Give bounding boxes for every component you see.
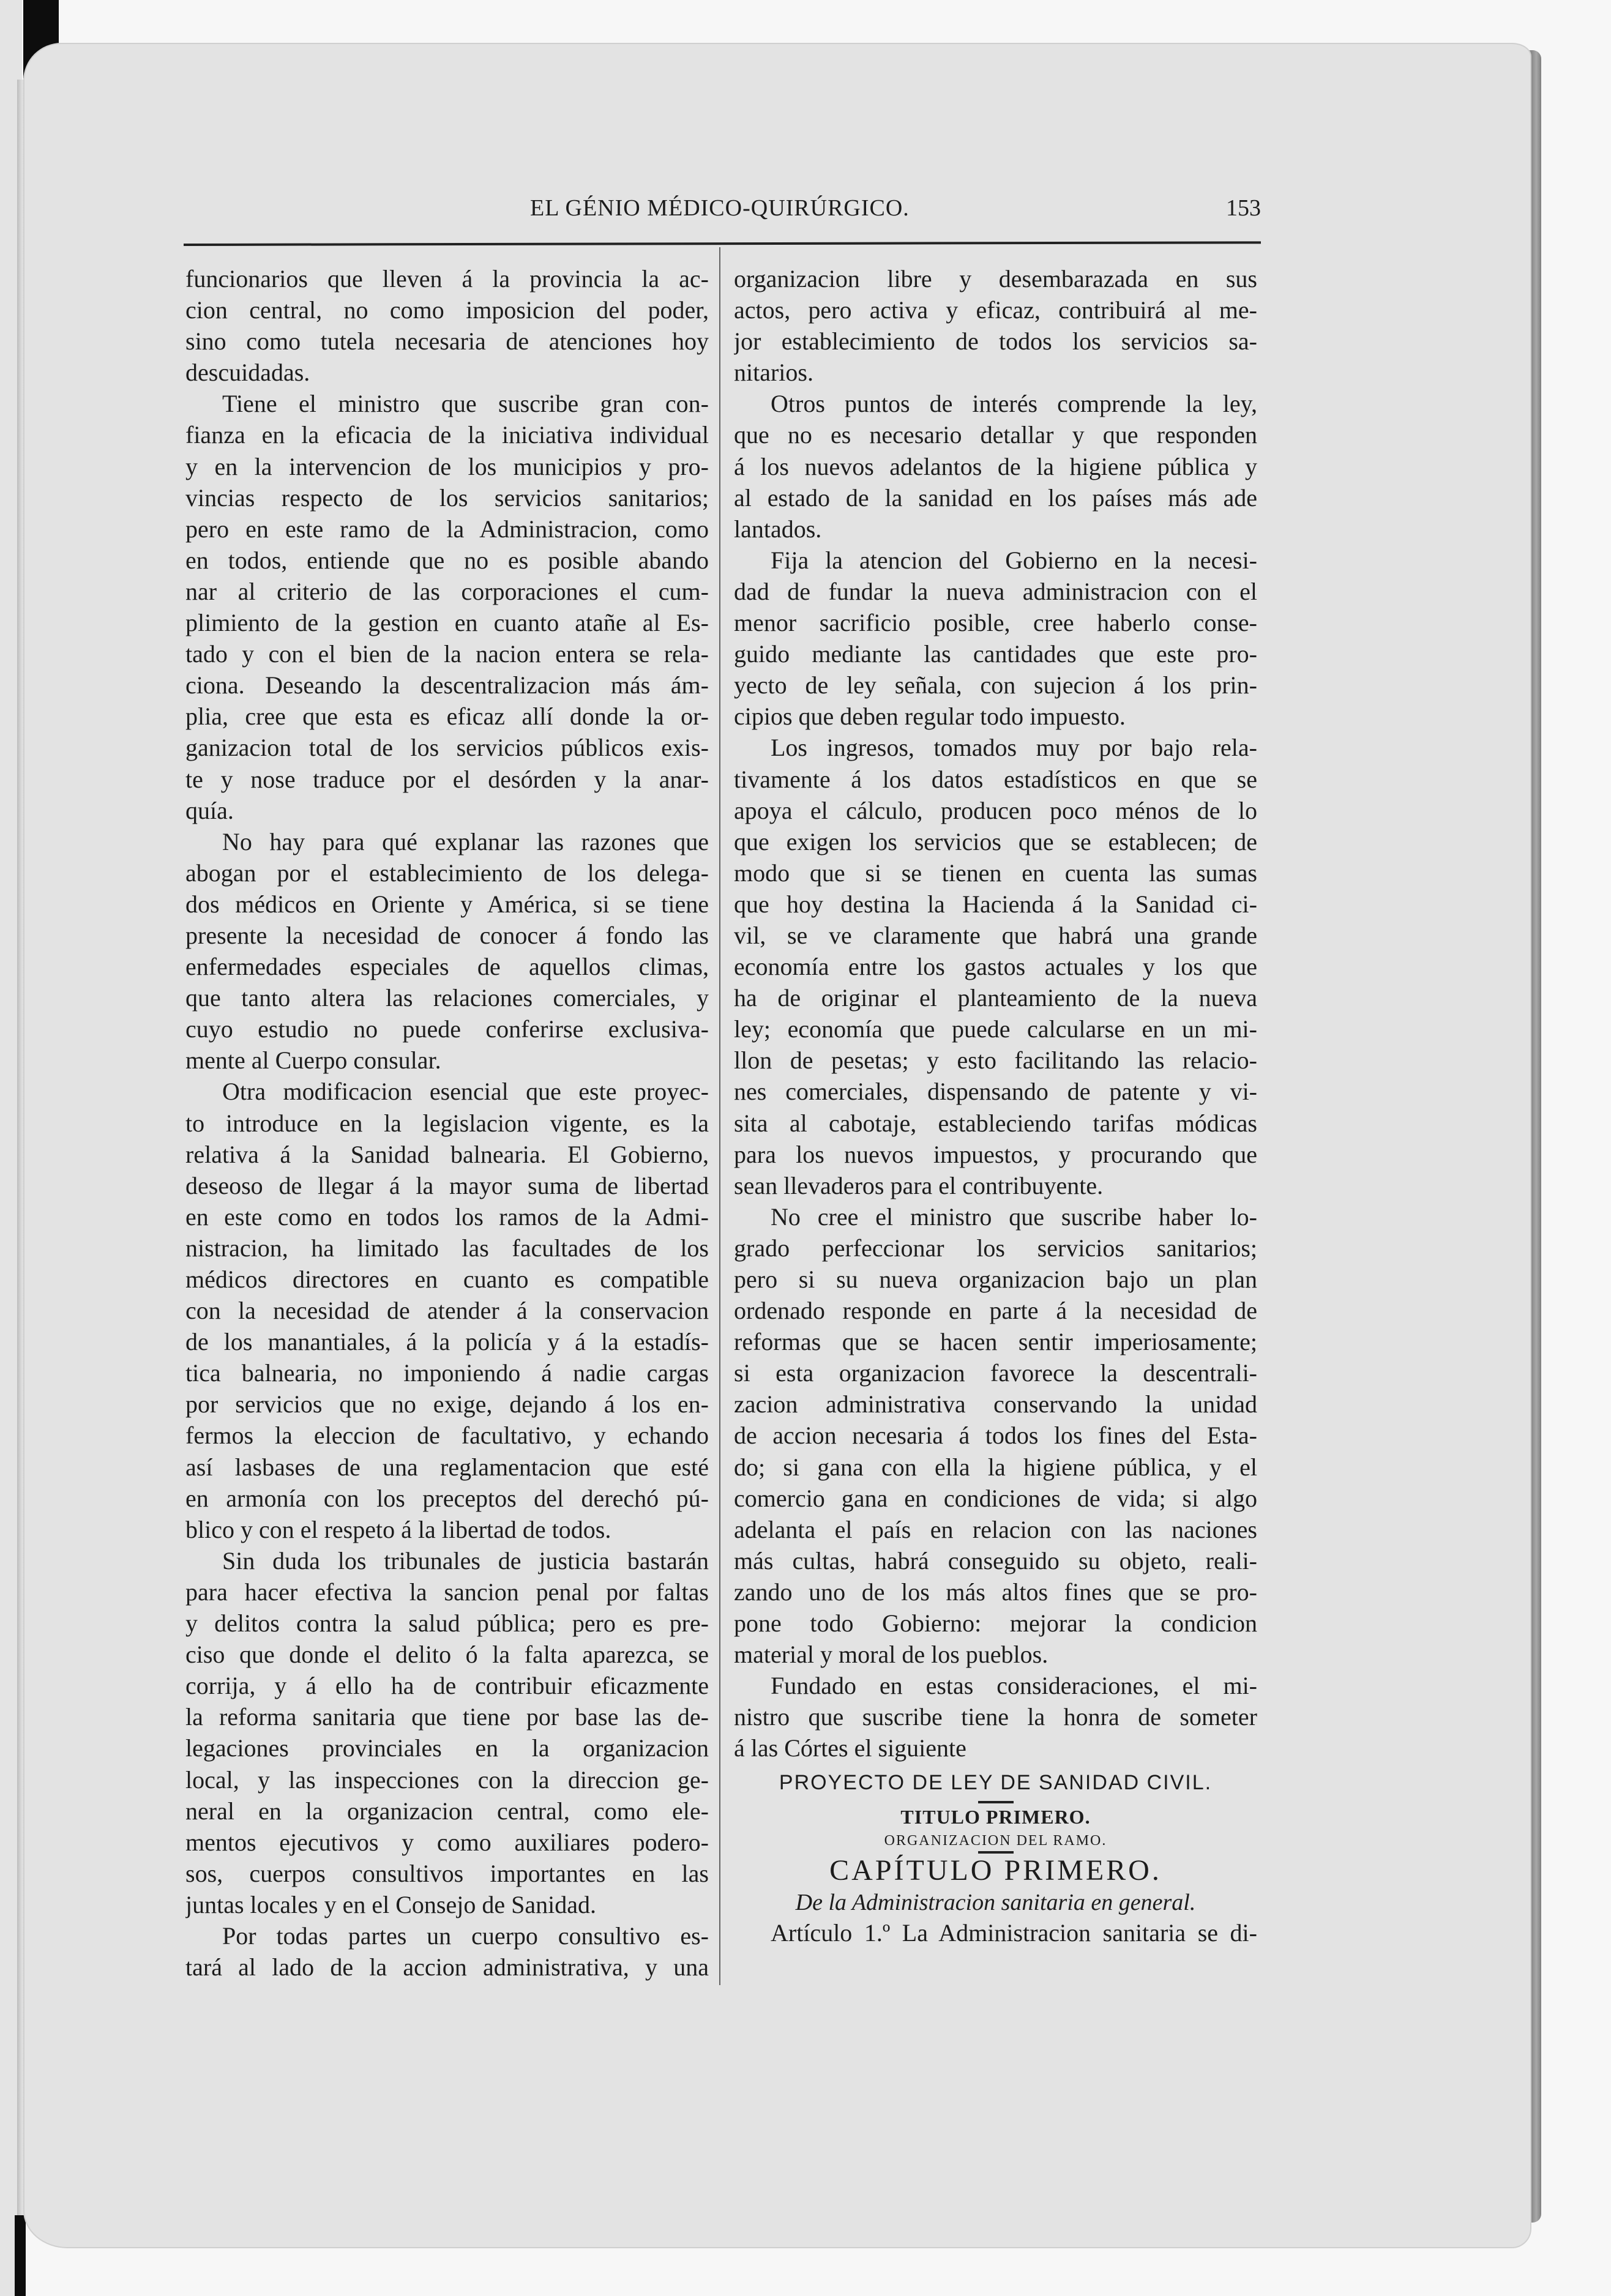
text-line: de accion necesaria á todos los fines del Esta- <box>734 1422 1257 1450</box>
text-line: nitarios. <box>734 359 813 387</box>
text-line: en armonía con los preceptos del derechó pú- <box>185 1484 709 1512</box>
text-line: á los nuevos adelantos de la higiene pública y <box>734 452 1257 480</box>
article-line: Artículo 1.º La Administracion sanitaria se di- <box>771 1918 1257 1947</box>
text-line: juntas locales y en el Consejo de Sanidad. <box>185 1890 596 1918</box>
text-line: ha de originar el planteamiento de la nueva <box>734 984 1257 1012</box>
text-line: nistracion, ha limitado las facultades de los <box>185 1234 709 1262</box>
text-line: presente la necesidad de conocer á fondo las <box>185 921 709 949</box>
text-line: que hoy destina la Hacienda á la Sanidad ci- <box>734 890 1257 918</box>
text-line: dos médicos en Oriente y América, si se tiene <box>185 890 709 918</box>
text-line: fianza en la eficacia de la iniciativa individual <box>185 421 709 449</box>
text-line: No cree el ministro que suscribe haber lo- <box>771 1202 1257 1231</box>
text-line: pone todo Gobierno: mejorar la condicion <box>734 1609 1257 1638</box>
text-line: tivamente á los datos estadísticos en que se <box>734 765 1257 793</box>
titulo-subtitle: ORGANIZACION DEL RAMO. <box>884 1832 1107 1849</box>
text-line: médicos directores en cuanto es compatible <box>185 1265 709 1293</box>
text-line: más cultas, habrá conseguido su objeto, reali- <box>734 1546 1257 1575</box>
text-line: sean llevaderos para el contribuyente. <box>734 1171 1104 1199</box>
text-line: to introduce en la legislacion vigente, es la <box>185 1109 709 1137</box>
text-line: Los ingresos, tomados muy por bajo rela- <box>771 734 1257 762</box>
text-line: dad de fundar la nueva administracion con el <box>734 577 1257 605</box>
text-line: guido mediante las cantidades que este pro- <box>734 640 1257 668</box>
text-line: nistro que suscribe tiene la honra de someter <box>734 1703 1257 1731</box>
text-line: fermos la eleccion de facultativo, y echando <box>185 1422 709 1450</box>
text-line: actos, pero activa y eficaz, contribuirá al me- <box>734 296 1257 324</box>
text-line: sita al cabotaje, estableciendo tarifas módicas <box>734 1109 1257 1137</box>
text-line: con la necesidad de atender á la conservacion <box>185 1297 709 1325</box>
column-divider <box>719 247 720 1985</box>
text-line: mente al Cuerpo consular. <box>185 1046 441 1075</box>
text-line: tica balnearia, no imponiendo á nadie cargas <box>185 1359 709 1387</box>
text-line: zacion administrativa conservando la unidad <box>734 1390 1257 1418</box>
text-line: No hay para qué explanar las razones que <box>222 827 709 855</box>
text-line: enfermedades especiales de aquellos climas, <box>185 953 709 981</box>
text-line: Por todas partes un cuerpo consultivo es- <box>222 1921 709 1950</box>
text-line: cuyo estudio no puede conferirse exclusiva- <box>185 1015 709 1043</box>
text-line: yecto de ley señala, con sujecion á los prin- <box>734 671 1257 699</box>
capitulo-subtitle: De la Administracion sanitaria en general. <box>795 1889 1196 1915</box>
text-line: nes comerciales, dispensando de patente y vi- <box>734 1078 1257 1106</box>
text-line: mentos ejecutivos y como auxiliares podero- <box>185 1828 709 1856</box>
text-line: lantados. <box>734 515 822 543</box>
text-line: Fundado en estas consideraciones, el mi- <box>771 1672 1257 1700</box>
text-line: para hacer efectiva la sancion penal por faltas <box>185 1578 709 1606</box>
text-line: en este como en todos los ramos de la Admi- <box>185 1202 709 1231</box>
text-line: do; si gana con ella la higiene pública, y el <box>734 1453 1257 1481</box>
text-line: cion central, no como imposicion del poder, <box>185 296 709 324</box>
text-line: menor sacrificio posible, cree haberlo conse- <box>734 609 1257 637</box>
text-line: jor establecimiento de todos los servicios sa- <box>734 327 1257 356</box>
running-head <box>184 195 1261 229</box>
titulo-heading: TITULO PRIMERO. <box>900 1805 1091 1828</box>
text-line: organizacion libre y desembarazada en sus <box>734 265 1257 293</box>
text-line: modo que si se tienen en cuenta las sumas <box>734 859 1257 887</box>
text-line: te y nose traduce por el desórden y la anar- <box>185 765 709 793</box>
text-line: ciso que donde el delito ó la falta aparezca, se <box>185 1641 709 1669</box>
text-line: ganizacion total de los servicios públicos exis- <box>185 734 709 762</box>
text-line: Otros puntos de interés comprende la ley, <box>771 390 1257 418</box>
text-line: sino como tutela necesaria de atenciones hoy <box>185 327 709 356</box>
text-line: sos, cuerpos consultivos importantes en las <box>185 1859 709 1887</box>
text-line: Otra modificacion esencial que este proyec- <box>222 1078 709 1106</box>
text-line: vil, se ve claramente que habrá una grande <box>734 921 1257 949</box>
text-line: para los nuevos impuestos, y procurando que <box>734 1140 1257 1168</box>
text-line: por servicios que no exige, dejando á los en- <box>185 1390 709 1418</box>
left-column <box>185 263 709 1983</box>
text-line: tado y con el bien de la nacion entera se rela- <box>185 640 709 668</box>
text-line: apoya el cálculo, producen poco ménos de lo <box>734 796 1257 824</box>
text-line: Sin duda los tribunales de justicia bastarán <box>222 1546 709 1575</box>
text-line: deseoso de llegar á la mayor suma de libertad <box>185 1171 709 1199</box>
text-line: blico y con el respeto á la libertad de todos. <box>185 1515 611 1543</box>
text-line: grado perfeccionar los servicios sanitarios; <box>734 1234 1257 1262</box>
text-line: neral en la organizacion central, como ele- <box>185 1797 709 1825</box>
text-line: pero si su nueva organizacion bajo un plan <box>734 1265 1257 1293</box>
text-line: reformas que se hacen sentir imperiosamente; <box>734 1328 1257 1356</box>
text-line: ley; economía que puede calcularse en un mi- <box>734 1015 1257 1043</box>
text-line: y en la intervencion de los municipios y pro- <box>185 452 709 480</box>
text-line: cipios que deben regular todo impuesto. <box>734 703 1126 731</box>
text-line: Fija la atencion del Gobierno en la necesi- <box>771 546 1257 574</box>
text-line: legaciones provinciales en la organizacion <box>185 1734 709 1762</box>
law-project-title: PROYECTO DE LEY DE SANIDAD CIVIL. <box>779 1770 1213 1794</box>
text-line: adelanta el país en relacion con las naciones <box>734 1515 1257 1543</box>
capitulo-heading: CAPÍTULO PRIMERO. <box>829 1854 1162 1887</box>
right-column-text <box>734 263 1257 1764</box>
text-line: Tiene el ministro que suscribe gran con- <box>222 390 709 418</box>
text-line: á las Córtes el siguiente <box>734 1734 966 1762</box>
text-line: ciona. Deseando la descentralizacion más ám- <box>185 671 709 699</box>
bookmark-ribbon-bottom <box>15 2215 26 2296</box>
text-line: llon de pesetas; y esto facilitando las relacio- <box>734 1046 1257 1075</box>
text-line: al estado de la sanidad en los países más ade <box>734 483 1257 512</box>
text-line: corrija, y á ello ha de contribuir eficazmente <box>185 1672 709 1700</box>
text-line: funcionarios que lleven á la provincia la ac- <box>185 265 709 293</box>
text-line: quía. <box>185 796 234 824</box>
text-line: economía entre los gastos actuales y los que <box>734 953 1257 981</box>
text-line: tará al lado de la accion administrativa, y una <box>185 1953 709 1981</box>
text-line: que exigen los servicios que se establecen; de <box>734 827 1257 855</box>
text-line: la reforma sanitaria que tiene por base las de- <box>185 1703 709 1731</box>
text-line: pero en este ramo de la Administracion, como <box>185 515 709 543</box>
journal-title: EL GÉNIO MÉDICO-QUIRÚRGICO. <box>530 195 910 221</box>
text-line: en todos, entiende que no es posible abando <box>185 546 709 574</box>
text-line: material y moral de los pueblos. <box>734 1641 1048 1669</box>
text-line: ordenado responde en parte á la necesidad de <box>734 1297 1257 1325</box>
text-line: vincias respecto de los servicios sanitarios; <box>185 483 709 512</box>
text-line: si esta organizacion favorece la descentrali- <box>734 1359 1257 1387</box>
right-column <box>734 263 1257 1948</box>
text-line: plimiento de la gestion en cuanto atañe al Es- <box>185 609 709 637</box>
text-line: comercio gana en condiciones de vida; si algo <box>734 1484 1257 1512</box>
text-line: abogan por el establecimiento de los delega- <box>185 859 709 887</box>
text-line: plia, cree que esta es eficaz allí donde la or- <box>185 703 709 731</box>
text-line: descuidadas. <box>185 359 310 387</box>
text-line: que no es necesario detallar y que responden <box>734 421 1257 449</box>
page-number: 153 <box>1226 195 1261 221</box>
text-line: y delitos contra la salud pública; pero es pre- <box>185 1609 709 1638</box>
text-line: que tanto altera las relaciones comerciales, y <box>185 984 709 1012</box>
text-line: así lasbases de una reglamentacion que esté <box>185 1453 709 1481</box>
text-line: relativa á la Sanidad balnearia. El Gobierno, <box>185 1140 709 1168</box>
text-line: nar al criterio de las corporaciones el cum- <box>185 577 709 605</box>
text-line: zando uno de los más altos fines que se pro- <box>734 1578 1257 1606</box>
text-line: de los manantiales, á la policía y á la estadís- <box>185 1328 709 1356</box>
adjacent-page-edge <box>0 0 22 2296</box>
text-line: local, y las inspecciones con la direccion ge- <box>185 1765 709 1794</box>
